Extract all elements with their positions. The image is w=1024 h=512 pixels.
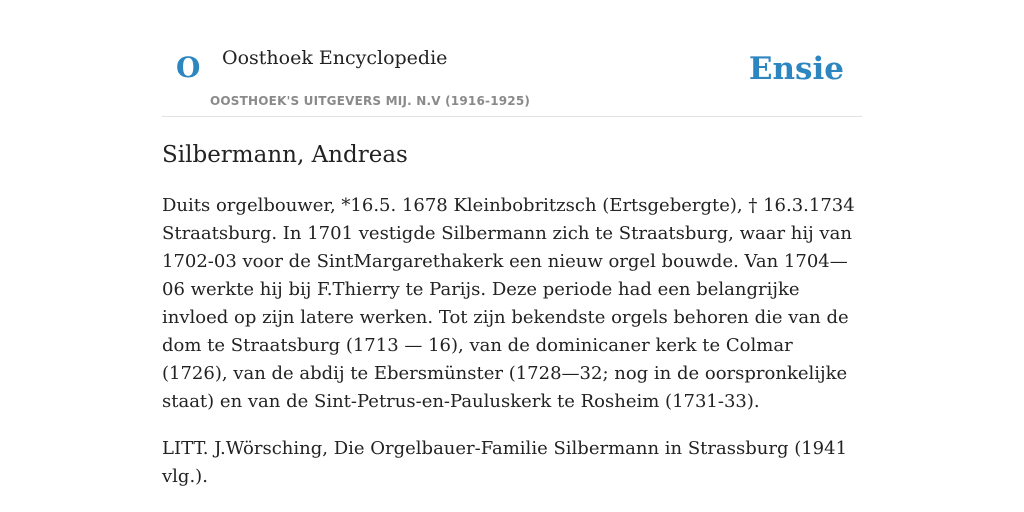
publisher-label: OOSTHOEK'S UITGEVERS MIJ. N.V (1916-1925) (210, 94, 531, 108)
site-logo-icon[interactable]: O (176, 51, 201, 84)
article-body: Duits orgelbouwer, *16.5. 1678 Kleinbobritzsch (Ertsgebergte), † 16.3.1734 Straatsburg. In 1701 vestigde Silbermann zich te Straatsburg, waar hij van 1702-03 voor de SintMargarethakerk een nieuw orgel bouwde. Van 1704—06 werkte hij bij F.Thierry te Parijs. Deze periode had een belangrijke invloed op zijn latere werken. Tot zijn bekendste orgels behoren die van de dom te Straatsburg (1713 — 16), van de dominicaner kerk te Colmar (1726), van de abdij te Ebersmünster (1728—32; nog in de oorspronkelijke staat) en van de Sint-Petrus-en-Pauluskerk te Rosheim (1731-33). (162, 195, 855, 412)
site-title-link[interactable]: Oosthoek Encyclopedie (222, 47, 448, 69)
page (162, 0, 862, 487)
article-title: Silbermann, Andreas (162, 142, 408, 168)
ensie-brand-link[interactable]: Ensie (748, 51, 844, 87)
site-header (162, 0, 862, 117)
literature-reference: LITT. J.Wörsching, Die Orgelbauer-Familie Silbermann in Strassburg (1941 vlg.). (162, 438, 848, 487)
